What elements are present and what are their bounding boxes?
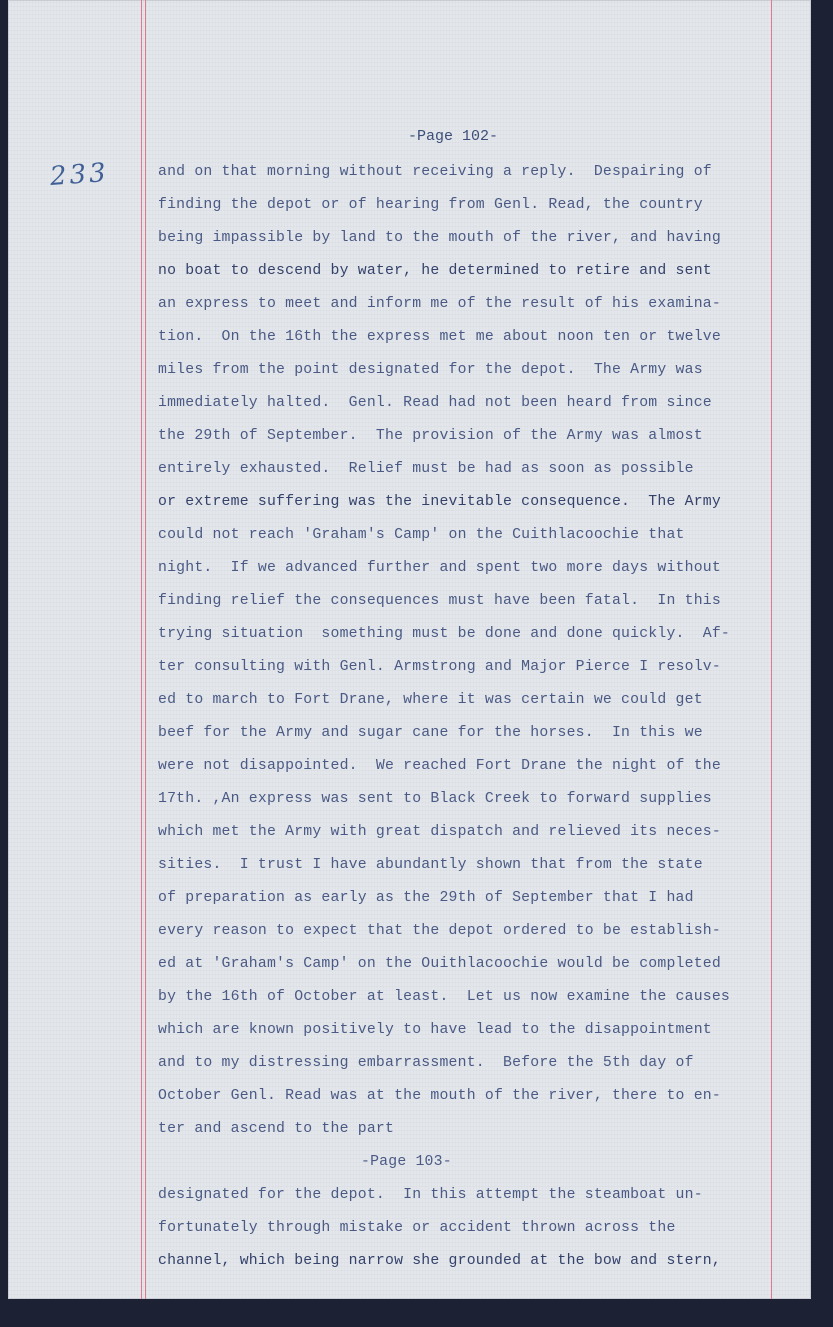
text-line: fortunately through mistake or accident thrown across the: [158, 1220, 676, 1236]
text-line: ter consulting with Genl. Armstrong and Major Pierce I resolv-: [158, 659, 721, 675]
text-line: the 29th of September. The provision of the Army was almost: [158, 428, 703, 444]
left-margin-rule: [141, 0, 142, 1299]
text-line: and to my distressing embarrassment. Before the 5th day of: [158, 1055, 694, 1071]
text-line: ter and ascend to the part: [158, 1121, 395, 1137]
text-line: an express to meet and inform me of the result of his examina-: [158, 296, 721, 312]
text-line: trying situation something must be done and done quickly. Af-: [158, 626, 731, 642]
text-line: finding the depot or of hearing from Genl. Read, the country: [158, 197, 703, 213]
body-text: [158, 160, 798, 1282]
text-line: tion. On the 16th the express met me about noon ten or twelve: [158, 329, 721, 345]
text-line: ed to march to Fort Drane, where it was certain we could get: [158, 692, 703, 708]
left-margin-rule-inner: [145, 0, 146, 1299]
text-line: by the 16th of October at least. Let us now examine the causes: [158, 989, 731, 1005]
text-line: ed at 'Graham's Camp' on the Ouithlacoochie would be completed: [158, 956, 721, 972]
page-header: -Page 102-: [408, 128, 499, 145]
text-line: finding relief the consequences must have been fatal. In this: [158, 593, 721, 609]
text-line: October Genl. Read was at the mouth of the river, there to en-: [158, 1088, 721, 1104]
text-line: were not disappointed. We reached Fort Drane the night of the: [158, 758, 721, 774]
text-line: beef for the Army and sugar cane for the horses. In this we: [158, 725, 703, 741]
text-line: or extreme suffering was the inevitable consequence. The Army: [158, 494, 721, 510]
text-line: designated for the depot. In this attempt the steamboat un-: [158, 1187, 703, 1203]
text-line: being impassible by land to the mouth of the river, and having: [158, 230, 721, 246]
text-line: sities. I trust I have abundantly shown that from the state: [158, 857, 703, 873]
text-line: 17th. ,An express was sent to Black Creek to forward supplies: [158, 791, 712, 807]
text-line: immediately halted. Genl. Read had not been heard from since: [158, 395, 712, 411]
text-line: every reason to expect that the depot ordered to be establish-: [158, 923, 721, 939]
text-line: of preparation as early as the 29th of September that I had: [158, 890, 694, 906]
text-line: channel, which being narrow she grounded at the bow and stern,: [158, 1253, 721, 1269]
handwritten-folio-number: 233: [49, 157, 110, 193]
text-line: could not reach 'Graham's Camp' on the Cuithlacoochie that: [158, 527, 685, 543]
text-line: night. If we advanced further and spent two more days without: [158, 560, 721, 576]
text-line: no boat to descend by water, he determined to retire and sent: [158, 263, 712, 279]
text-line: miles from the point designated for the depot. The Army was: [158, 362, 703, 378]
page-subheader: -Page 103-: [361, 1154, 452, 1170]
text-line: which met the Army with great dispatch and relieved its neces-: [158, 824, 721, 840]
text-line: entirely exhausted. Relief must be had as soon as possible: [158, 461, 694, 477]
text-line: and on that morning without receiving a reply. Despairing of: [158, 164, 712, 180]
text-line: which are known positively to have lead to the disappointment: [158, 1022, 712, 1038]
